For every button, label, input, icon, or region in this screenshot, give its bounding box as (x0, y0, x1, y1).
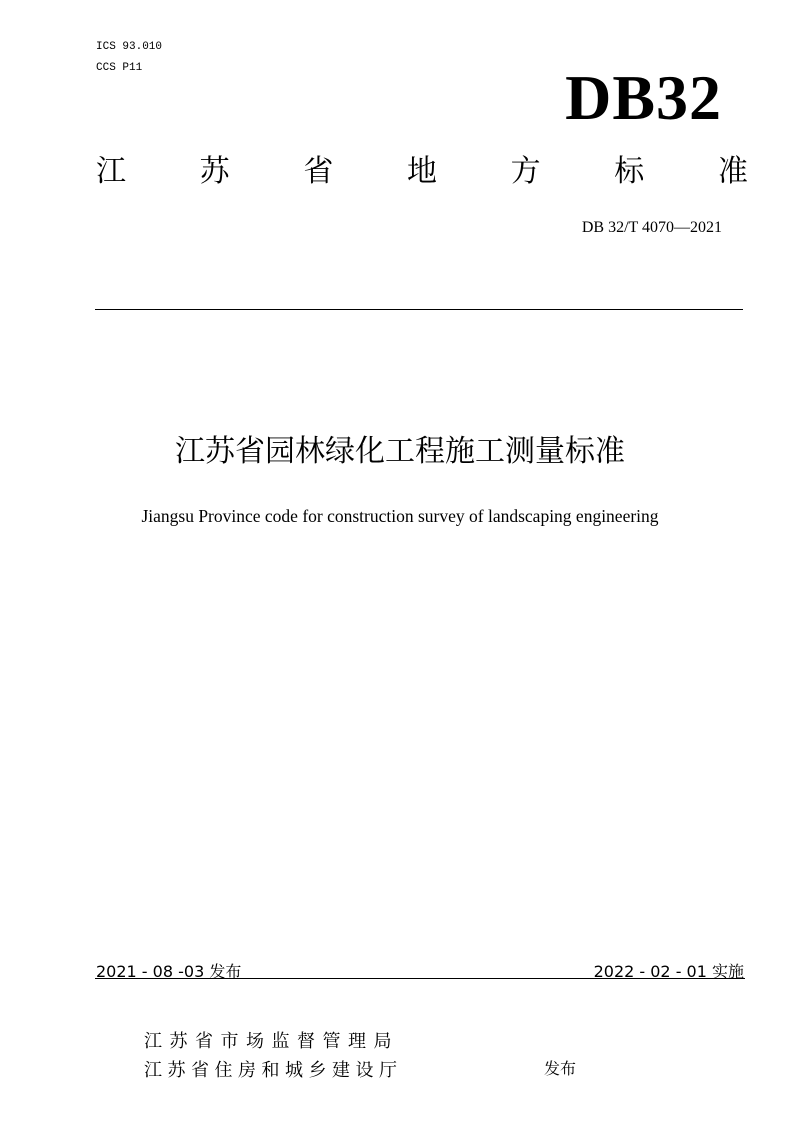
publisher-housing-construction: 江苏省住房和城乡建设厅 (144, 1060, 403, 1081)
publisher-market-regulation: 江苏省市场监督管理局 (144, 1031, 399, 1052)
standard-type-char: 标 (614, 154, 645, 189)
standard-type-char: 苏 (199, 154, 230, 189)
bottom-divider (95, 978, 745, 979)
standard-type-char: 方 (510, 154, 541, 189)
standard-type-char: 江 (96, 154, 126, 189)
issue-date: 2021 - 08 -03 发布 (96, 962, 242, 981)
standard-type-char: 准 (717, 154, 748, 189)
document-title-english: Jiangsu Province code for construction survey of landscaping engineering (141, 506, 659, 526)
standard-type-char: 省 (303, 154, 334, 189)
implementation-date: 2022 - 02 - 01 实施 (593, 962, 744, 981)
ccs-code: CCS P11 (96, 62, 143, 74)
db-mark: DB32 (565, 62, 722, 133)
standard-type-heading (96, 154, 748, 189)
standard-type-char: 地 (406, 154, 437, 189)
standard-code: DB 32/T 4070—2021 (581, 219, 722, 236)
ics-code: ICS 93.010 (96, 41, 163, 53)
top-divider (95, 309, 743, 310)
document-title-chinese: 江苏省园林绿化工程施工测量标准 (175, 434, 625, 469)
publish-label: 发布 (544, 1059, 577, 1078)
